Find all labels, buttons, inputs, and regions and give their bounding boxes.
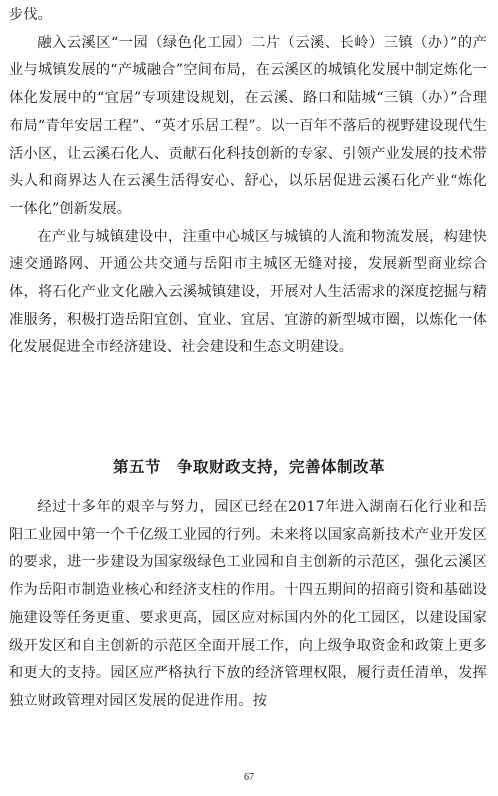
paragraph-city-construction: 在产业与城镇建设中，注重中心城区与城镇的人流和物流发展，构建快速交通路网、开通公共交通与岳阳市主城区无缝对接，发展新型商业综合体，将石化产业文化融入云溪城镇建设，开展对人生活需求的深度挖掘与精准服务，积极打造岳阳宜创、宜业、宜居、宜游的新型城市圈，以炼化一体化发展促进全市经济建设、社会建设和生态文明建设。 — [9, 228, 487, 356]
body-text-top — [9, 2, 487, 362]
page-number: 67 — [244, 772, 254, 783]
paragraph-financial-support: 经过十多年的艰辛与努力，园区已经在2017年进入湖南石化行业和岳阳工业园中第一个千亿级工业园的行列。未来将以国家高新技术产业开发区的要求，进一步建设为国家级绿色工业园和自主创新的示范区，强化云溪区作为岳阳市制造业核心和经济支柱的作用。十四五期间的招商引资和基础设施建设等任务更重、要求更高，园区应对标国内外的化工园区，以建设国家级开发区和自主创新的示范区全面开展工作，向上级争取资金和政策上更多和更大的支持。园区应严格执行下放的经济管理权限，履行责任清单，发挥独立财政管理对园区发展的促进作用。按 — [9, 499, 487, 709]
body-text-bottom — [9, 494, 487, 716]
section-heading: 第五节 争取财政支持，完善体制改革 — [112, 458, 385, 476]
paragraph-urban-integration: 融入云溪区“一园（绿色化工园）二片（云溪、长岭）三镇（办）”的产业与城镇发展的“产城融合”空间布局，在云溪区的城镇化发展中制定炼化一体化发展中的“宜居”专项建设规划，在云溪、路口和陆城“三镇（办）”合理布局“青年安居工程”、“英才乐居工程”。以一百年不落后的视野建设现代生活小区，让云溪石化人、贡献石化科技创新的专家、引领产业发展的技术带头人和商界达人在云溪生活得安心、舒心，以乐居促进云溪石化产业“炼化一体化”创新发展。 — [9, 34, 487, 217]
paragraph-continuation: 步伐。 — [9, 7, 53, 23]
